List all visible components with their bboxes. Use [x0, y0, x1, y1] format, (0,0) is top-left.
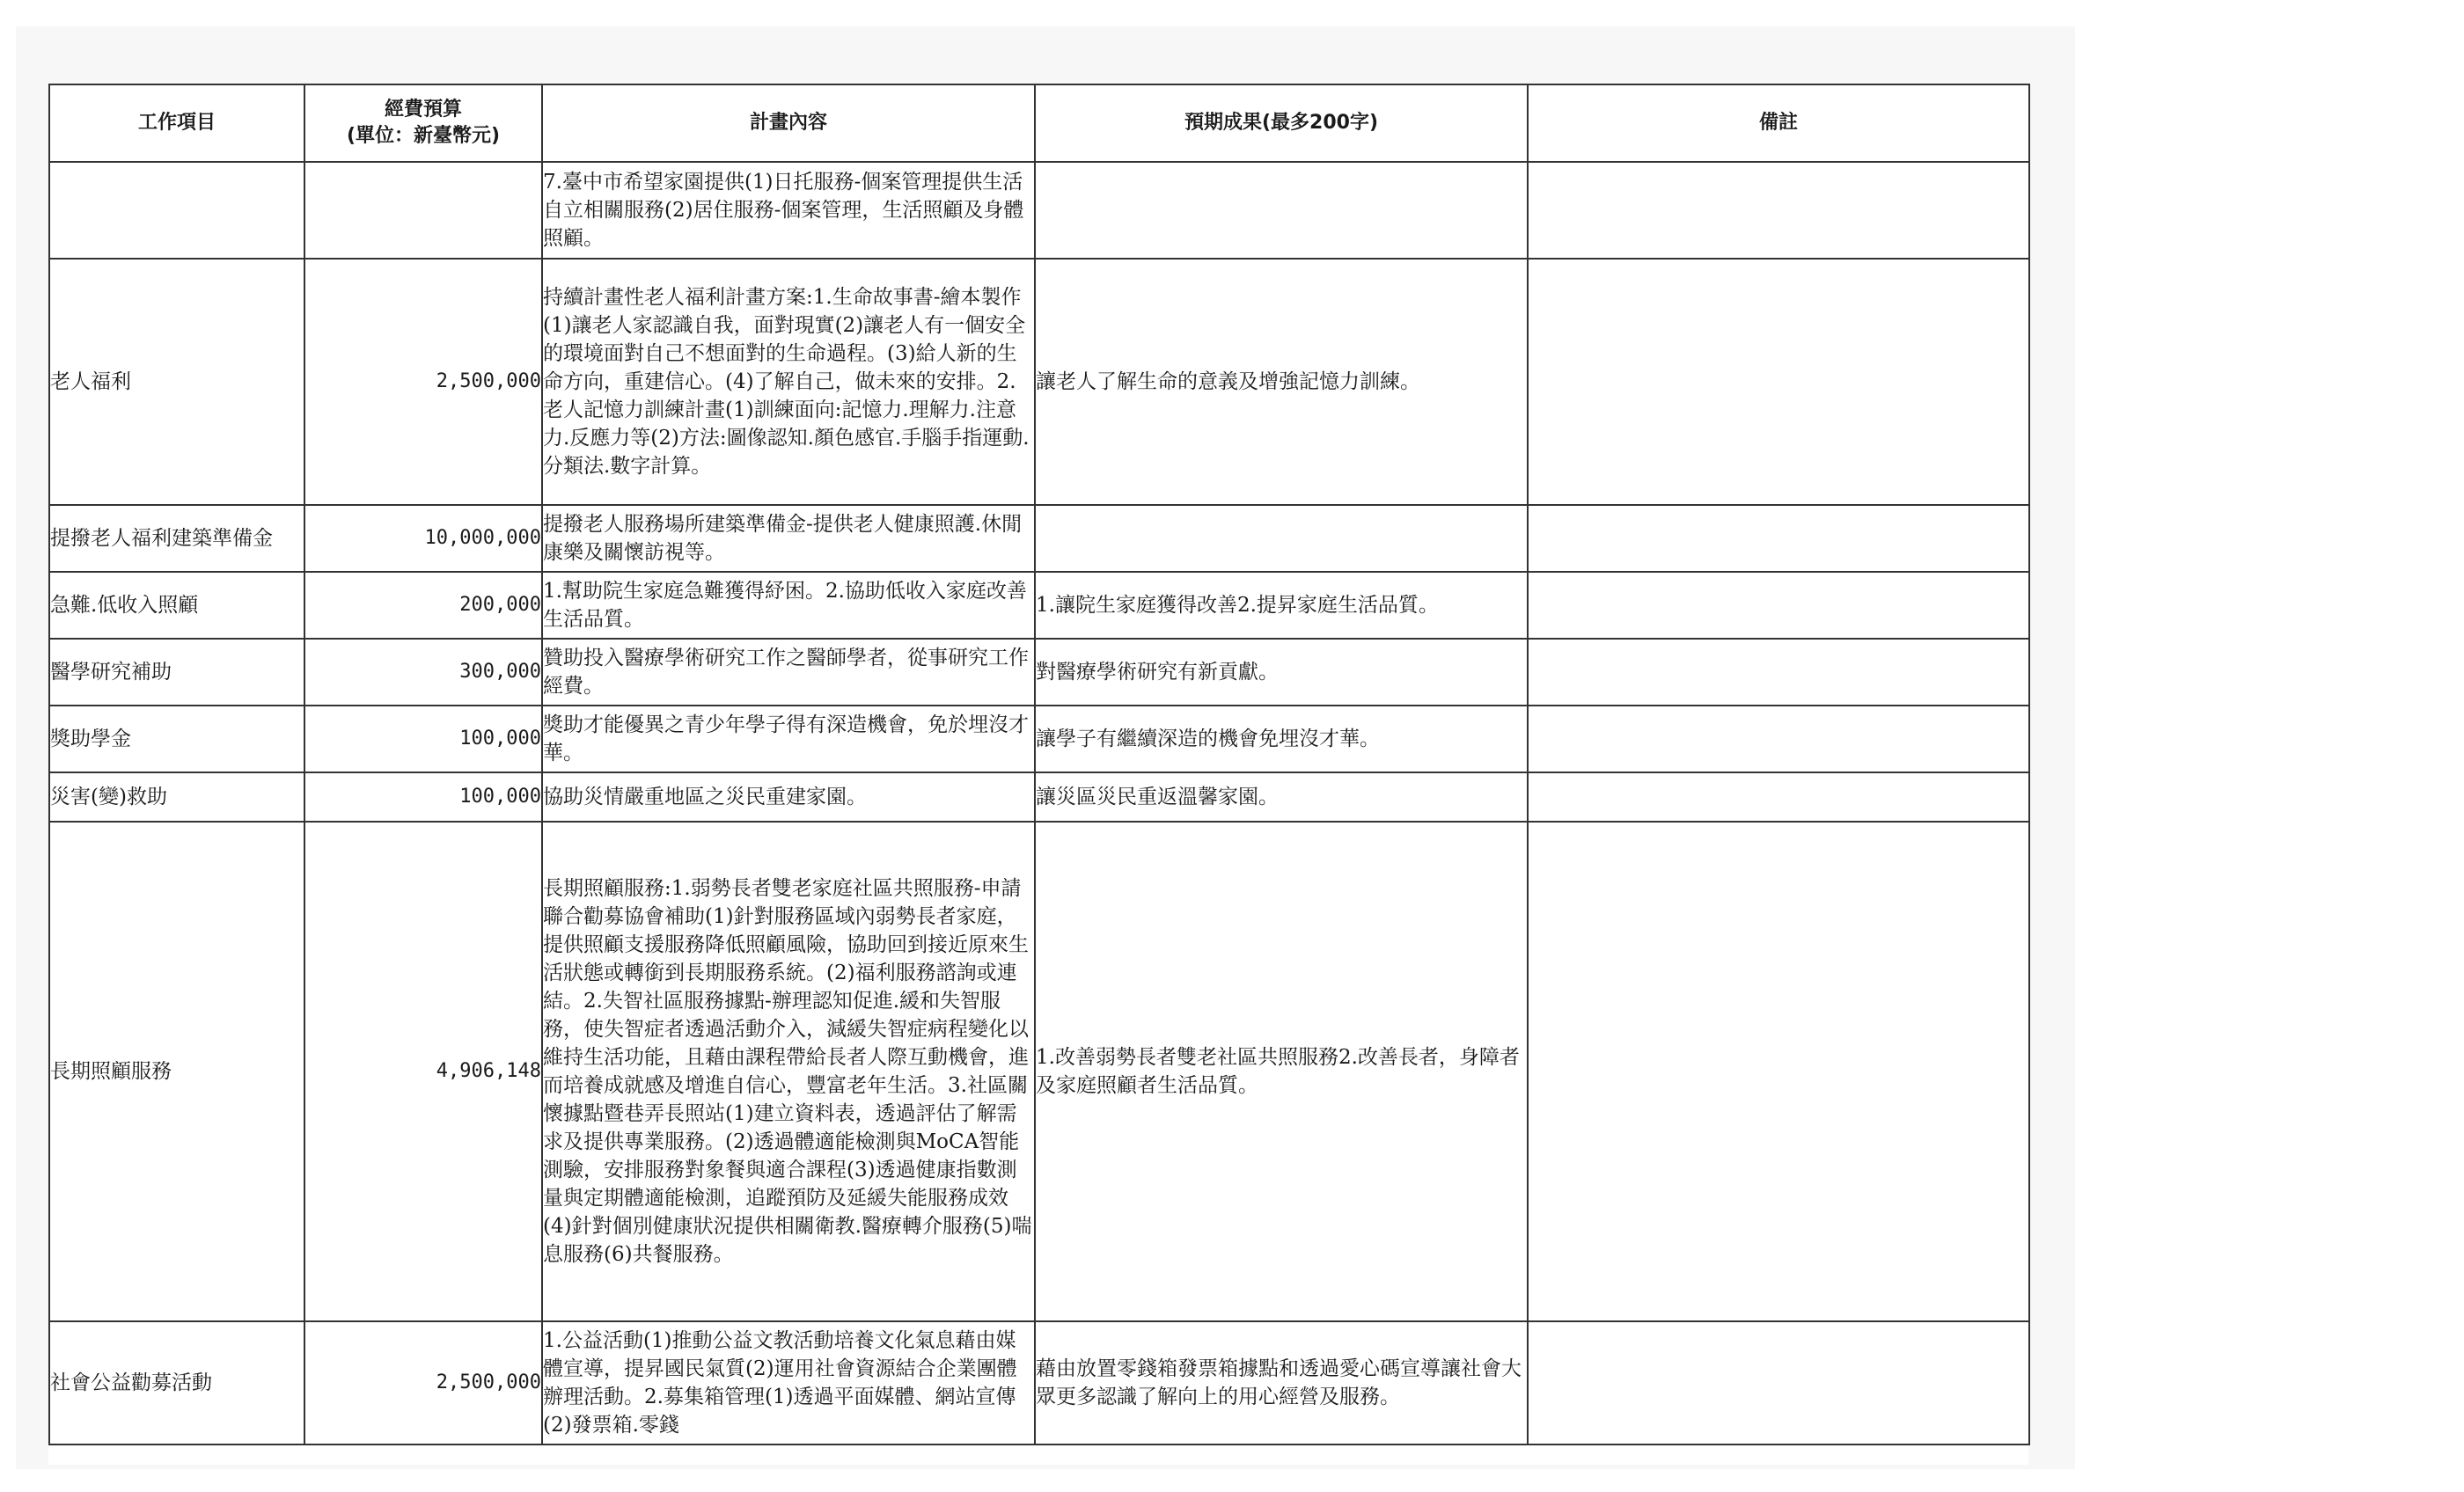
- cell-budget: 100,000: [304, 772, 542, 822]
- cell-budget: 10,000,000: [304, 505, 542, 572]
- cell-result: 讓學子有繼續深造的機會免埋沒才華。: [1035, 706, 1528, 772]
- cell-result: 1.改善弱勢長者雙老社區共照服務2.改善長者，身障者及家庭照顧者生活品質。: [1035, 822, 1528, 1321]
- cell-note: [1528, 505, 2029, 572]
- cell-content: 長期照顧服務:1.弱勢長者雙老家庭社區共照服務-申請聯合勸募協會補助(1)針對服務區域內弱勢長者家庭，提供照顧支援服務降低照顧風險，協助回到接近原來生活狀態或轉銜到長期服務系統。(2)福利服務諮詢或連結。2.失智社區服務據點-辦理認知促進.緩和失智服務，使失智症者透過活動介入，減緩失智症病程變化以維持生活功能，且藉由課程帶給長者人際互動機會，進而培養成就感及增進自信心，豐富老年生活。3.社區關懷據點暨巷弄長照站(1)建立資料表，透過評估了解需求及提供專業服務。(2)透過體適能檢測與MoCA智能測驗，安排服務對象餐與適合課程(3)透過健康指數測量與定期體適能檢測，追蹤預防及延緩失能服務成效(4)針對個別健康狀況提供相關衛教.醫療轉介服務(5)喘息服務(6)共餐服務。: [542, 822, 1035, 1321]
- cell-budget: 100,000: [304, 706, 542, 772]
- table-row: [49, 572, 2029, 639]
- header-budget: [304, 84, 542, 162]
- cell-content: 7.臺中市希望家園提供(1)日托服務-個案管理提供生活自立相關服務(2)居住服務-個案管理，生活照顧及身體照顧。: [542, 162, 1035, 259]
- cell-item: 社會公益勸募活動: [49, 1321, 304, 1444]
- header-row: [49, 84, 2029, 162]
- cell-content: 持續計畫性老人福利計畫方案:1.生命故事書-繪本製作(1)讓老人家認識自我，面對現實(2)讓老人有一個安全的環境面對自己不想面對的生命過程。(3)給人新的生命方向，重建信心。(4)了解自己，做未來的安排。2.老人記憶力訓練計畫(1)訓練面向:記憶力.理解力.注意力.反應力等(2)方法:圖像認知.顏色感官.手腦手指運動.分類法.數字計算。: [542, 259, 1035, 505]
- table-row: [49, 822, 2029, 1321]
- cell-result: [1035, 505, 1528, 572]
- table-row: [49, 505, 2029, 572]
- cell-content: 贊助投入醫療學術研究工作之醫師學者，從事研究工作經費。: [542, 639, 1035, 706]
- cell-budget: [304, 162, 542, 259]
- cell-note: [1528, 1321, 2029, 1444]
- cell-item: 急難.低收入照顧: [49, 572, 304, 639]
- header-budget-line2: (單位：新臺幣元): [346, 125, 501, 147]
- cell-budget: 4,906,148: [304, 822, 542, 1321]
- cell-item: 老人福利: [49, 259, 304, 505]
- cell-note: [1528, 822, 2029, 1321]
- cell-content: 1.公益活動(1)推動公益文教活動培養文化氣息藉由媒體宣導，提昇國民氣質(2)運用社會資源結合企業團體辦理活動。2.募集箱管理(1)透過平面媒體、網站宣傳(2)發票箱.零錢: [542, 1321, 1035, 1444]
- header-budget-line1: 經費預算: [384, 99, 462, 121]
- cell-content: 協助災情嚴重地區之災民重建家園。: [542, 772, 1035, 822]
- cell-note: [1528, 162, 2029, 259]
- header-note: 備註: [1528, 84, 2029, 162]
- cell-note: [1528, 639, 2029, 706]
- table-row: [49, 259, 2029, 505]
- table-row: [49, 162, 2029, 259]
- cell-result: [1035, 162, 1528, 259]
- cell-item: 長期照顧服務: [49, 822, 304, 1321]
- cell-budget: 300,000: [304, 639, 542, 706]
- cell-note: [1528, 706, 2029, 772]
- cell-note: [1528, 772, 2029, 822]
- table-row: [49, 639, 2029, 706]
- header-result: 預期成果(最多200字): [1035, 84, 1528, 162]
- cell-result: 對醫療學術研究有新貢獻。: [1035, 639, 1528, 706]
- cell-result: 讓災區災民重返溫馨家園。: [1035, 772, 1528, 822]
- cell-result: 讓老人了解生命的意義及增強記憶力訓練。: [1035, 259, 1528, 505]
- cell-note: [1528, 259, 2029, 505]
- cell-item: [49, 162, 304, 259]
- table-row: [49, 772, 2029, 822]
- header-item: 工作項目: [49, 84, 304, 162]
- cell-content: 提撥老人服務場所建築準備金-提供老人健康照護.休閒康樂及關懷訪視等。: [542, 505, 1035, 572]
- cell-content: 獎助才能優異之青少年學子得有深造機會，免於埋沒才華。: [542, 706, 1035, 772]
- header-content: 計畫內容: [542, 84, 1035, 162]
- cell-budget: 200,000: [304, 572, 542, 639]
- cell-budget: 2,500,000: [304, 259, 542, 505]
- cell-result: 1.讓院生家庭獲得改善2.提昇家庭生活品質。: [1035, 572, 1528, 639]
- cell-item: 提撥老人福利建築準備金: [49, 505, 304, 572]
- cell-note: [1528, 572, 2029, 639]
- cell-item: 醫學研究補助: [49, 639, 304, 706]
- table-row: [49, 706, 2029, 772]
- cell-content: 1.幫助院生家庭急難獲得紓困。2.協助低收入家庭改善生活品質。: [542, 572, 1035, 639]
- cell-item: 獎助學金: [49, 706, 304, 772]
- budget-table: [48, 84, 2030, 1445]
- cell-budget: 2,500,000: [304, 1321, 542, 1444]
- cell-item: 災害(變)救助: [49, 772, 304, 822]
- budget-sheet: [48, 84, 2028, 1465]
- table-row: [49, 1321, 2029, 1444]
- cell-result: 藉由放置零錢箱發票箱據點和透過愛心碼宣導讓社會大眾更多認識了解向上的用心經營及服務。: [1035, 1321, 1528, 1444]
